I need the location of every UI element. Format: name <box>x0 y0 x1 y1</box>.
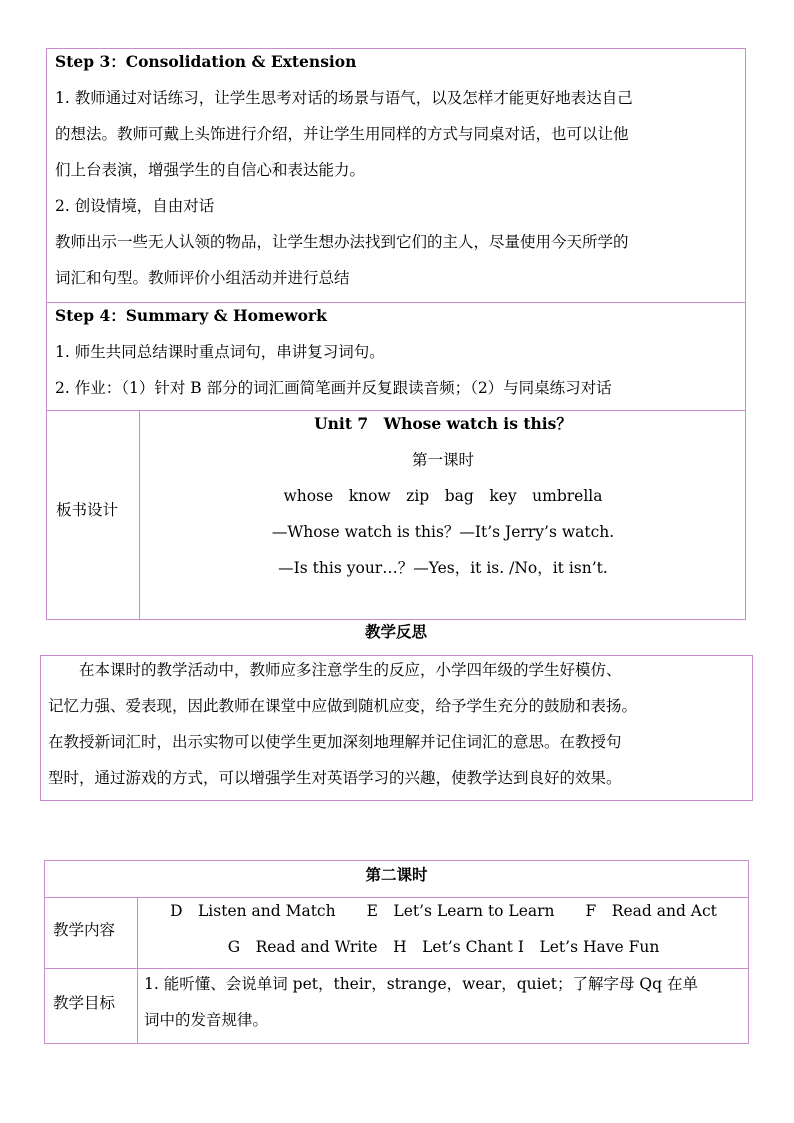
lesson2-goal-line-2: 词中的发音规律。 <box>144 1011 269 1029</box>
reflection-line-3: 在教授新词汇时，出示实物可以使学生更加深刻地理解并记住词汇的意思。在教授句 <box>48 733 622 751</box>
step3-line-4: 2. 创设情境，自由对话 <box>55 197 215 215</box>
lesson2-content-label: 教学内容 <box>53 921 116 939</box>
board-lesson: 第一课时 <box>411 451 474 469</box>
step3-line-2: 的想法。教师可戴上头饰进行介绍，并让学生用同样的方式与同桌对话，也可以让他 <box>55 125 629 143</box>
lesson2-goal-label: 教学目标 <box>53 994 116 1012</box>
lesson2-content-line-1: D Listen and Match E Let’s Learn to Learn F Read and Act <box>170 902 717 920</box>
lesson2-content-line-2: G Read and Write H Let’s Chant I Let’s Have Fun <box>227 938 660 956</box>
step3-line-3: 们上台表演，增强学生的自信心和表达能力。 <box>55 161 366 179</box>
step4-line-1: 1. 师生共同总结课时重点词句，串讲复习词句。 <box>55 343 385 361</box>
step3-line-6: 词汇和句型。教师评价小组活动并进行总结 <box>55 269 350 287</box>
reflection-line-4: 型时，通过游戏的方式，可以增强学生对英语学习的兴趣，使教学达到良好的效果。 <box>48 769 622 787</box>
step3-title: Step 3：Consolidation & Extension <box>55 52 357 71</box>
reflection-title: 教学反思 <box>364 622 427 641</box>
board-unit-title: Unit 7 Whose watch is this？ <box>314 414 572 433</box>
step4-line-2: 2. 作业：（1）针对 B 部分的词汇画简笔画并反复跟读音频；（2）与同桌练习对话 <box>55 379 612 397</box>
step3-line-1: 1. 教师通过对话练习，让学生思考对话的场景与语气，以及怎样才能更好地表达自己 <box>55 89 633 107</box>
board-content <box>140 414 746 594</box>
step4-title: Step 4：Summary & Homework <box>55 306 327 325</box>
board-sentence-2: —Is this your…？—Yes，it is. /No，it isn’t. <box>278 559 608 577</box>
reflection-line-1: 在本课时的教学活动中，教师应多注意学生的反应，小学四年级的学生好模仿、 <box>48 661 622 679</box>
board-sentence-1: —Whose watch is this？—It’s Jerry’s watch. <box>271 523 615 541</box>
board-words: whose know zip bag key umbrella <box>283 487 603 505</box>
step3-line-5: 教师出示一些无人认领的物品，让学生想办法找到它们的主人，尽量使用今天所学的 <box>55 233 629 251</box>
board-label: 板书设计 <box>56 501 119 519</box>
reflection-line-2: 记忆力强、爱表现，因此教师在课堂中应做到随机应变，给予学生充分的鼓励和表扬。 <box>48 697 638 715</box>
divider-step4 <box>46 302 746 303</box>
divider-board <box>46 410 746 411</box>
lesson2-title: 第二课时 <box>365 865 428 884</box>
divider-lesson2-title <box>44 897 749 898</box>
lesson2-content <box>138 901 749 973</box>
lesson2-goal-line-1: 1. 能听懂、会说单词 pet，their，strange，wear，quiet；了解字母 Qq 在单 <box>144 975 698 993</box>
